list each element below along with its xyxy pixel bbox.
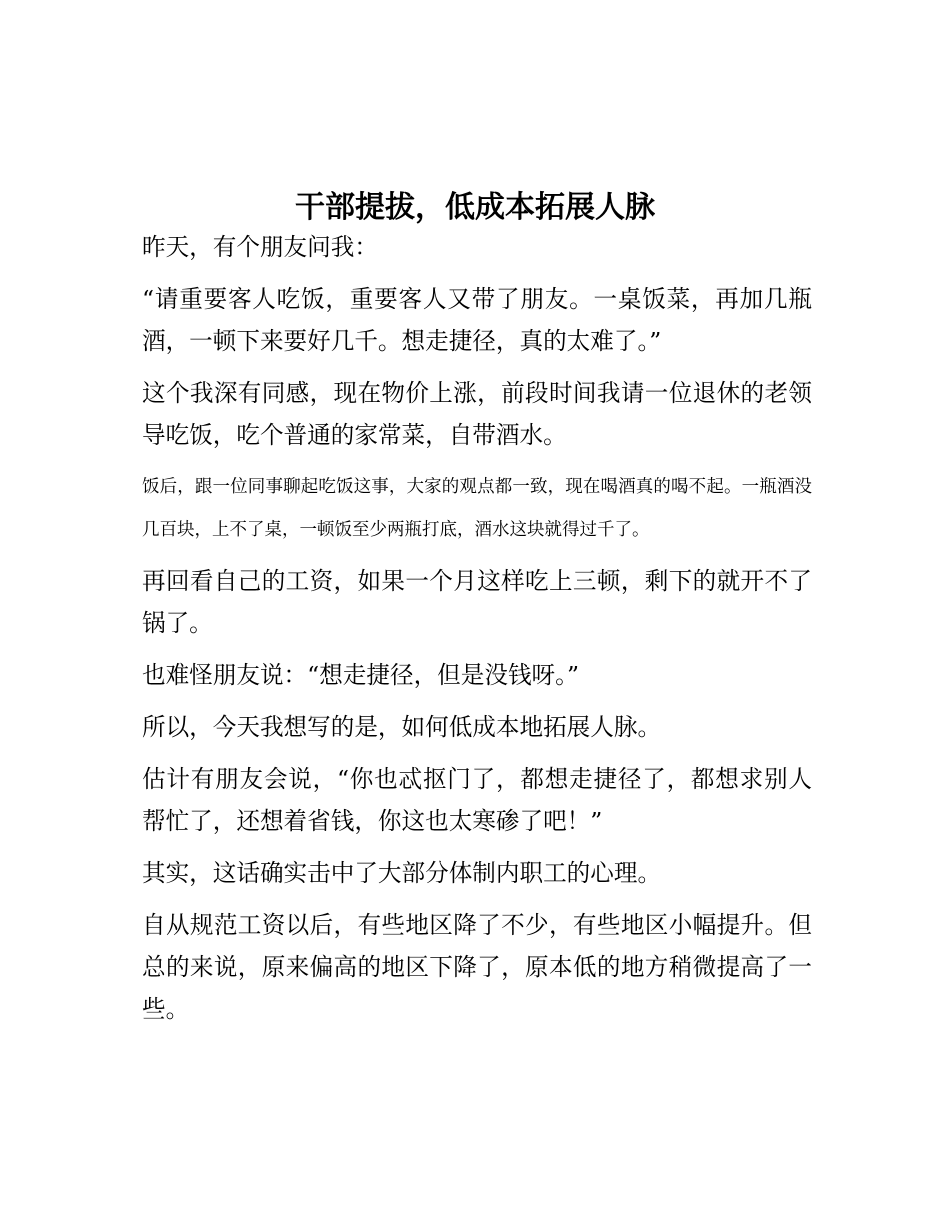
document-body <box>142 226 812 1040</box>
paragraph: 估计有朋友会说，“你也忒抠门了，都想走捷径了，都想求别人帮忙了，还想着省钱，你这也太寒碜了吧！” <box>142 765 812 835</box>
paragraph: 也难怪朋友说：“想走捷径，但是没钱呀。” <box>142 661 580 689</box>
paragraph: 所以，今天我想写的是，如何低成本地拓展人脉。 <box>142 713 662 741</box>
paragraph: 这个我深有同感，现在物价上涨，前段时间我请一位退休的老领导吃饭，吃个普通的家常菜，自带酒水。 <box>142 379 812 449</box>
document-title: 干部提拔，低成本拓展人脉 <box>295 190 655 226</box>
paragraph: 再回看自己的工资，如果一个月这样吃上三顿，剩下的就开不了锅了。 <box>142 567 812 637</box>
paragraph: “请重要客人吃饭，重要客人又带了朋友。一桌饭菜，再加几瓶酒，一顿下来要好几千。想走捷径，真的太难了。” <box>142 285 812 355</box>
paragraph: 昨天，有个朋友问我： <box>142 233 378 261</box>
paragraph-small: 饭后，跟一位同事聊起吃饭这事，大家的观点都一致，现在喝酒真的喝不起。一瓶酒没几百块，上不了桌，一顿饭至少两瓶打底，酒水这块就得过千了。 <box>142 477 812 540</box>
paragraph: 其实，这话确实击中了大部分体制内职工的心理。 <box>142 859 662 887</box>
paragraph: 自从规范工资以后，有些地区降了不少，有些地区小幅提升。但总的来说，原来偏高的地区下降了，原本低的地方稍微提高了一些。 <box>142 911 812 1023</box>
